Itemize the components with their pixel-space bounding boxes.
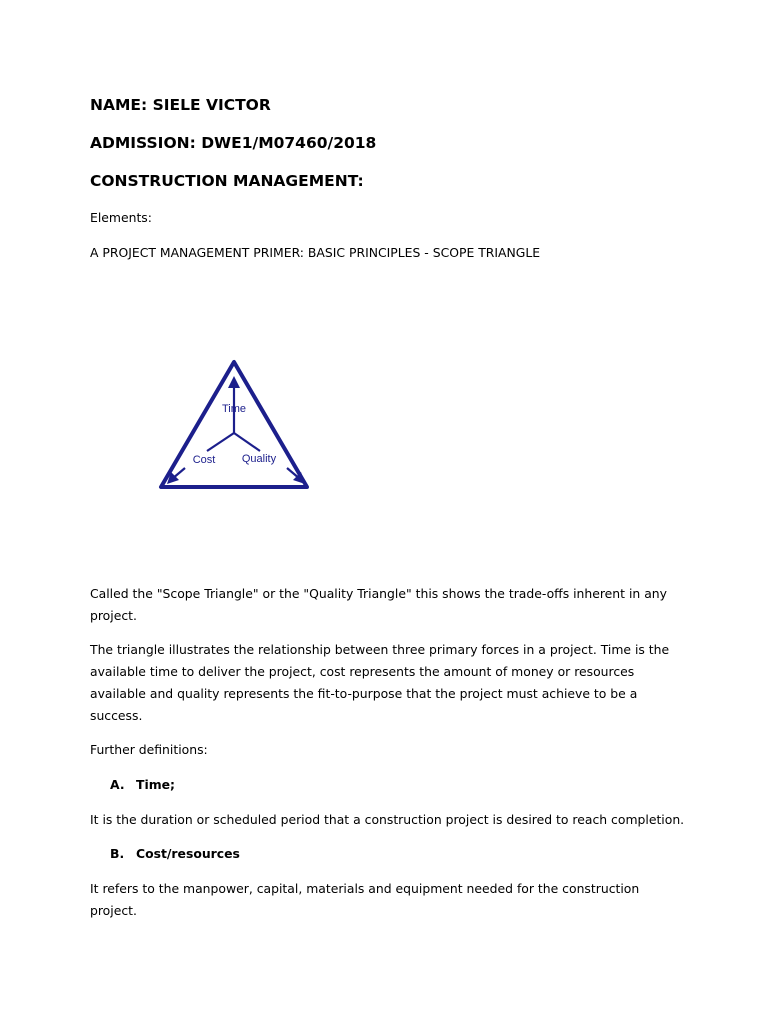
branch-quality <box>234 433 260 451</box>
definition-b-text: It refers to the manpower, capital, materials and equipment needed for the construction project. <box>90 881 640 918</box>
scope-triangle-figure <box>150 355 320 500</box>
scope-triangle-diagram <box>150 355 320 500</box>
label-quality: Quality <box>241 453 277 465</box>
primer-title: A PROJECT MANAGEMENT PRIMER: BASIC PRINCIPLES - SCOPE TRIANGLE <box>90 245 541 260</box>
subject-title: CONSTRUCTION MANAGEMENT: <box>90 172 364 190</box>
definition-term: Cost/resources <box>136 846 240 861</box>
label-cost: Cost <box>192 454 216 466</box>
definition-term: Time; <box>136 777 175 792</box>
list-marker: A. <box>110 777 125 792</box>
definition-a-heading <box>110 777 175 792</box>
label-time: Time <box>221 403 247 415</box>
paragraph-triangle-relationship: The triangle illustrates the relationship between three primary forces in a project. Time is the available time to deliver the project, cost represents the amount of money or resources available and quality represents the fit-to-purpose that the project must achieve to be a success. <box>90 642 670 723</box>
student-name: NAME: SIELE VICTOR <box>90 96 271 114</box>
definition-b-heading <box>110 846 240 861</box>
further-definitions-label: Further definitions: <box>90 742 208 757</box>
elements-label: Elements: <box>90 210 152 225</box>
branch-cost <box>207 433 234 451</box>
list-marker: B. <box>110 846 125 861</box>
admission-number: ADMISSION: DWE1/M07460/2018 <box>90 134 377 152</box>
paragraph-scope-triangle: Called the "Scope Triangle" or the "Quality Triangle" this shows the trade-offs inherent in any project. <box>90 586 667 623</box>
definition-a-text: It is the duration or scheduled period that a construction project is desired to reach completion. <box>90 812 685 827</box>
arrow-time-head <box>228 376 240 388</box>
